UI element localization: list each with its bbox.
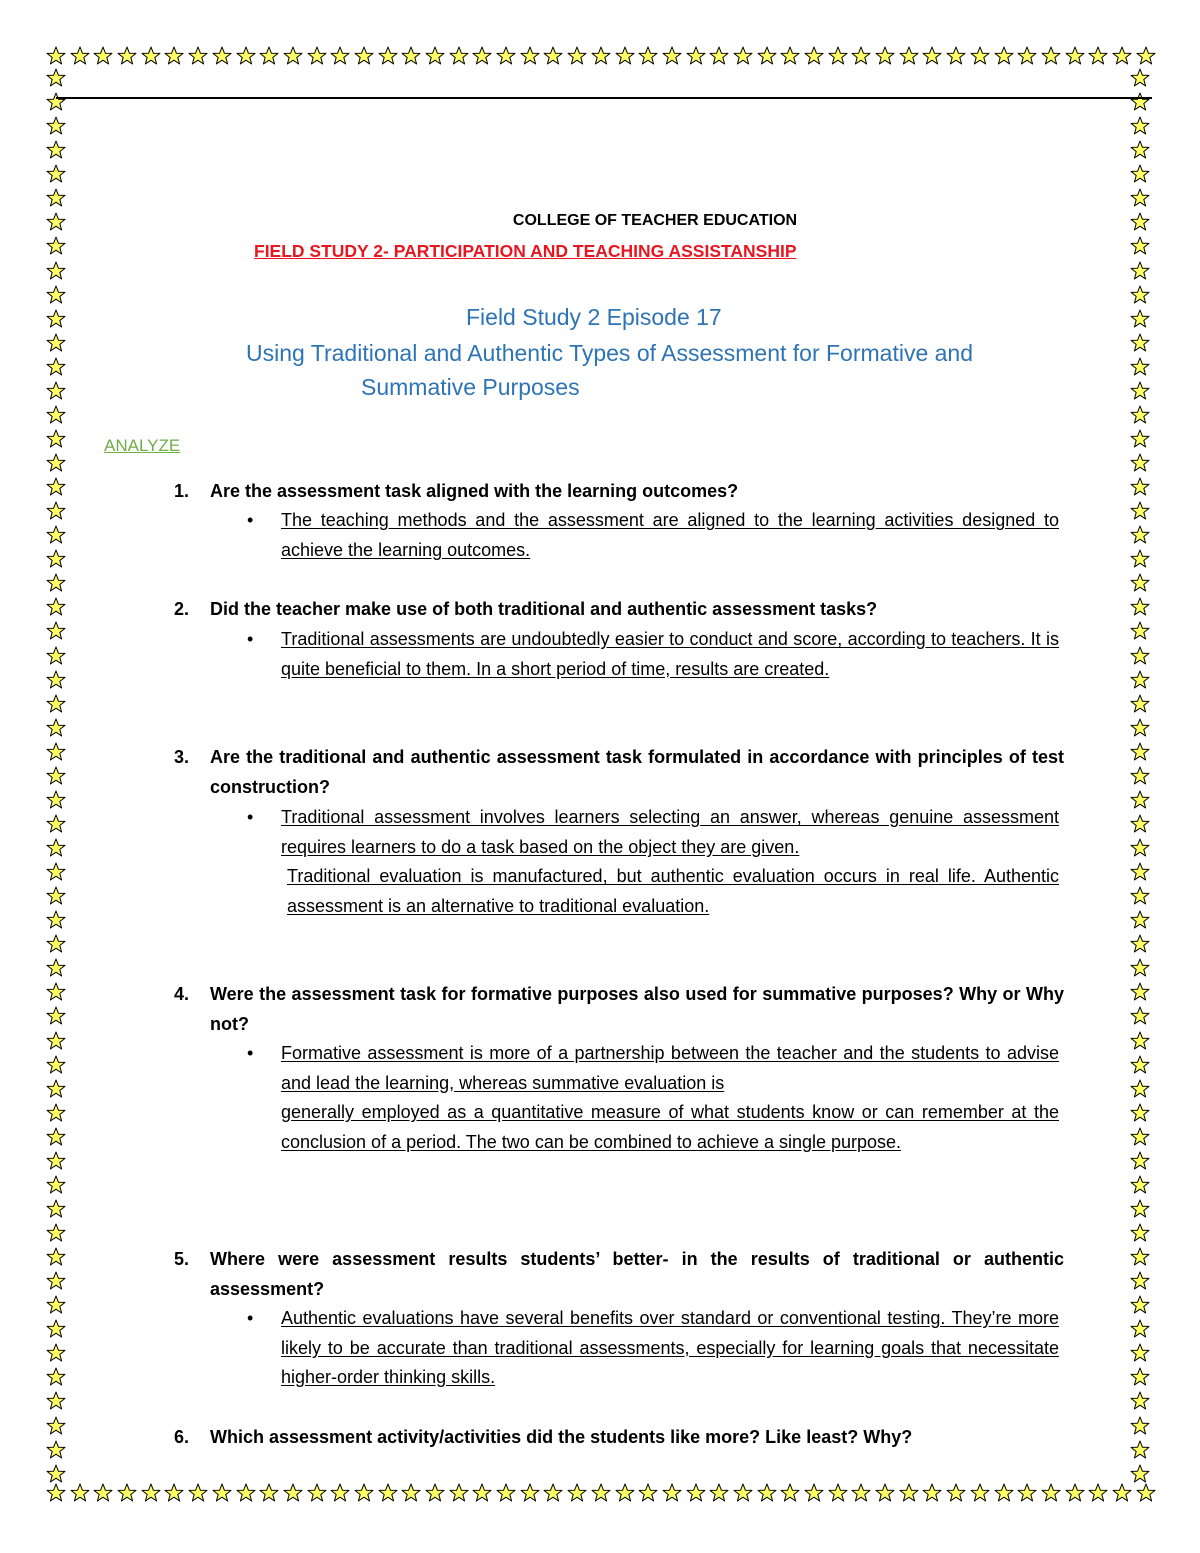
star-icon (46, 1247, 66, 1267)
star-icon (164, 1483, 184, 1503)
star-icon (354, 46, 374, 66)
star-icon (46, 1079, 66, 1099)
star-icon (1130, 1031, 1150, 1051)
star-icon (1130, 1391, 1150, 1411)
star-icon (591, 1483, 611, 1503)
star-icon (46, 1151, 66, 1171)
star-icon (662, 46, 682, 66)
star-icon (259, 46, 279, 66)
answer-paragraph: Formative assessment is more of a partnership between the teacher and the students to advise and lead the learning, whereas summative evaluation is (281, 1043, 1059, 1093)
star-icon (1130, 357, 1150, 377)
star-icon (46, 549, 66, 569)
star-icon (804, 46, 824, 66)
star-icon (1130, 790, 1150, 810)
star-icon (1130, 718, 1150, 738)
star-icon (1130, 188, 1150, 208)
star-icon (1130, 405, 1150, 425)
star-icon (425, 1483, 445, 1503)
question-number: 1. (174, 481, 190, 501)
star-icon (46, 982, 66, 1002)
star-icon (1130, 573, 1150, 593)
star-icon (1088, 1483, 1108, 1503)
star-icon (1130, 140, 1150, 160)
star-icon (46, 46, 66, 66)
star-icon (946, 46, 966, 66)
star-icon (543, 1483, 563, 1503)
star-icon (1130, 429, 1150, 449)
star-icon (46, 116, 66, 136)
star-icon (1130, 453, 1150, 473)
star-border-right (1130, 68, 1156, 1484)
star-icon (46, 694, 66, 714)
star-icon (378, 46, 398, 66)
star-icon (46, 381, 66, 401)
star-icon (1130, 1151, 1150, 1171)
episode-subtitle-line2: Summative Purposes (361, 374, 580, 400)
star-icon (1041, 1483, 1061, 1503)
star-icon (1130, 982, 1150, 1002)
star-icon (1130, 1464, 1150, 1484)
star-icon (472, 1483, 492, 1503)
star-icon (922, 46, 942, 66)
star-icon (46, 1006, 66, 1026)
star-icon (1130, 501, 1150, 521)
star-icon (46, 68, 66, 88)
question-number: 6. (174, 1427, 190, 1447)
star-icon (1112, 46, 1132, 66)
star-icon (1130, 381, 1150, 401)
star-icon (46, 910, 66, 930)
star-icon (1041, 46, 1061, 66)
star-icon (117, 46, 137, 66)
answer-paragraph: generally employed as a quantitative measure of what students know or can remember at the conclusion of a period. The two can be combined to achieve a single purpose. (281, 1102, 1059, 1152)
star-icon (1130, 525, 1150, 545)
star-icon (780, 46, 800, 66)
star-icon (401, 46, 421, 66)
star-icon (46, 1175, 66, 1195)
star-icon (851, 1483, 871, 1503)
star-icon (709, 46, 729, 66)
star-icon (615, 1483, 635, 1503)
star-icon (141, 46, 161, 66)
star-icon (117, 1483, 137, 1503)
star-icon (1130, 886, 1150, 906)
star-icon (1136, 46, 1156, 66)
star-icon (1130, 934, 1150, 954)
bullet-icon: • (247, 510, 254, 530)
star-icon (46, 1055, 66, 1075)
star-icon (449, 1483, 469, 1503)
star-icon (401, 1483, 421, 1503)
star-icon (236, 46, 256, 66)
star-icon (46, 309, 66, 329)
question-number: 5. (174, 1249, 190, 1269)
star-icon (828, 1483, 848, 1503)
star-border-top (46, 46, 1156, 72)
question-number: 4. (174, 984, 190, 1004)
star-icon (1130, 68, 1150, 88)
star-icon (46, 501, 66, 521)
star-icon (1130, 1367, 1150, 1387)
star-icon (1065, 46, 1085, 66)
star-icon (378, 1483, 398, 1503)
star-icon (46, 597, 66, 617)
star-icon (1130, 116, 1150, 136)
answer-text: The teaching methods and the assessment are aligned to the learning activities designed to achieve the learning outcomes. (281, 510, 1059, 560)
star-icon (1130, 261, 1150, 281)
star-icon (875, 46, 895, 66)
star-icon (1065, 1483, 1085, 1503)
star-icon (46, 1319, 66, 1339)
star-icon (46, 718, 66, 738)
star-icon (46, 1031, 66, 1051)
star-icon (567, 1483, 587, 1503)
star-icon (1130, 1175, 1150, 1195)
bullet-icon: • (247, 807, 254, 827)
star-icon (46, 525, 66, 545)
star-icon (757, 1483, 777, 1503)
star-icon (46, 1223, 66, 1243)
star-icon (1130, 1319, 1150, 1339)
star-icon (46, 261, 66, 281)
star-icon (46, 670, 66, 690)
star-icon (46, 862, 66, 882)
star-icon (520, 1483, 540, 1503)
star-icon (46, 405, 66, 425)
star-icon (899, 46, 919, 66)
star-icon (1130, 477, 1150, 497)
star-icon (638, 46, 658, 66)
star-icon (236, 1483, 256, 1503)
star-icon (1130, 742, 1150, 762)
star-icon (1130, 766, 1150, 786)
star-icon (46, 285, 66, 305)
star-icon (1130, 838, 1150, 858)
star-icon (46, 164, 66, 184)
star-icon (46, 646, 66, 666)
star-icon (70, 46, 90, 66)
question-text: Which assessment activity/activities did the students like more? Like least? Why? (210, 1427, 913, 1447)
star-icon (994, 1483, 1014, 1503)
star-icon (1130, 670, 1150, 690)
star-icon (46, 429, 66, 449)
star-icon (1130, 814, 1150, 834)
star-icon (591, 46, 611, 66)
star-icon (543, 46, 563, 66)
star-icon (70, 1483, 90, 1503)
star-icon (46, 333, 66, 353)
star-icon (638, 1483, 658, 1503)
star-icon (709, 1483, 729, 1503)
star-icon (46, 886, 66, 906)
star-icon (828, 46, 848, 66)
star-icon (164, 46, 184, 66)
star-icon (46, 1416, 66, 1436)
answer-paragraph: Traditional evaluation is manufactured, but authentic evaluation occurs in real life. Authentic assessment is an alternative to traditional evaluation. (287, 866, 1059, 916)
star-icon (1130, 1440, 1150, 1460)
star-icon (1130, 164, 1150, 184)
star-icon (662, 1483, 682, 1503)
star-icon (1130, 1006, 1150, 1026)
star-icon (1130, 1127, 1150, 1147)
star-icon (1130, 1199, 1150, 1219)
star-icon (188, 1483, 208, 1503)
star-icon (283, 1483, 303, 1503)
bullet-icon: • (247, 1043, 254, 1063)
star-icon (46, 1127, 66, 1147)
star-icon (1130, 1343, 1150, 1363)
star-icon (46, 1483, 66, 1503)
answer-paragraph: Traditional assessment involves learners selecting an answer, whereas genuine assessment requires learners to do a task based on the object they are given. (281, 807, 1059, 857)
star-icon (46, 766, 66, 786)
star-icon (46, 934, 66, 954)
star-icon (283, 46, 303, 66)
question-number: 3. (174, 747, 190, 767)
star-icon (425, 46, 445, 66)
star-icon (46, 1295, 66, 1315)
star-icon (46, 621, 66, 641)
star-icon (46, 742, 66, 762)
star-icon (1130, 1079, 1150, 1099)
star-icon (1130, 958, 1150, 978)
star-icon (1130, 1416, 1150, 1436)
bullet-icon: • (247, 1308, 254, 1328)
star-icon (472, 46, 492, 66)
star-icon (994, 46, 1014, 66)
field-study-title: FIELD STUDY 2- PARTICIPATION AND TEACHING ASSISTANSHIP (254, 241, 797, 261)
star-icon (567, 46, 587, 66)
star-icon (733, 46, 753, 66)
star-icon (1130, 92, 1150, 112)
star-icon (46, 1199, 66, 1219)
answer-text: Authentic evaluations have several benefits over standard or conventional testing. They’re more likely to be accurate than traditional assessments, especially for learning goals that necessitate higher-order thinking skills. (281, 1308, 1059, 1387)
star-icon (1130, 236, 1150, 256)
star-icon (1130, 1103, 1150, 1123)
question-text: Where were assessment results students’ better- in the results of traditional or authentic assessment? (210, 1249, 1064, 1299)
star-icon (1130, 333, 1150, 353)
star-icon (1136, 1483, 1156, 1503)
star-icon (1130, 1055, 1150, 1075)
star-icon (93, 46, 113, 66)
star-icon (46, 453, 66, 473)
star-icon (1112, 1483, 1132, 1503)
star-icon (93, 1483, 113, 1503)
star-icon (1130, 285, 1150, 305)
star-icon (520, 46, 540, 66)
star-icon (1088, 46, 1108, 66)
question-number: 2. (174, 599, 190, 619)
star-icon (46, 838, 66, 858)
star-icon (1130, 862, 1150, 882)
answer-text (281, 803, 1059, 921)
star-icon (686, 1483, 706, 1503)
star-icon (1130, 597, 1150, 617)
answer-text: Traditional assessments are undoubtedly easier to conduct and score, according to teachers. It is quite beneficial to them. In a short period of time, results are created. (281, 629, 1059, 679)
star-icon (141, 1483, 161, 1503)
bullet-icon: • (247, 629, 254, 649)
star-icon (46, 1464, 66, 1484)
star-icon (46, 1343, 66, 1363)
star-icon (307, 1483, 327, 1503)
star-icon (46, 573, 66, 593)
star-icon (1130, 1247, 1150, 1267)
star-icon (1130, 1223, 1150, 1243)
star-icon (496, 1483, 516, 1503)
star-icon (970, 46, 990, 66)
star-icon (804, 1483, 824, 1503)
star-icon (1130, 621, 1150, 641)
star-icon (46, 790, 66, 810)
star-icon (1017, 46, 1037, 66)
question-text: Were the assessment task for formative purposes also used for summative purposes? Why or Why not? (210, 984, 1064, 1034)
star-icon (46, 1367, 66, 1387)
star-icon (46, 188, 66, 208)
star-icon (970, 1483, 990, 1503)
episode-title: Field Study 2 Episode 17 (466, 304, 722, 330)
star-icon (46, 140, 66, 160)
star-icon (780, 1483, 800, 1503)
star-icon (851, 46, 871, 66)
episode-subtitle-line1: Using Traditional and Authentic Types of Assessment for Formative and (246, 340, 974, 366)
college-name: COLLEGE OF TEACHER EDUCATION (512, 212, 798, 229)
star-icon (686, 46, 706, 66)
star-icon (46, 958, 66, 978)
star-icon (1130, 309, 1150, 329)
star-icon (212, 46, 232, 66)
star-icon (1130, 694, 1150, 714)
star-border-left (46, 68, 72, 1484)
header-rule (56, 97, 1152, 99)
star-icon (1130, 1271, 1150, 1291)
star-icon (922, 1483, 942, 1503)
star-icon (1130, 646, 1150, 666)
star-icon (449, 46, 469, 66)
star-icon (46, 814, 66, 834)
star-icon (330, 1483, 350, 1503)
star-icon (946, 1483, 966, 1503)
star-icon (46, 1271, 66, 1291)
star-icon (46, 92, 66, 112)
star-icon (46, 1391, 66, 1411)
star-icon (46, 236, 66, 256)
answer-text (281, 1039, 1059, 1157)
star-icon (46, 477, 66, 497)
star-icon (259, 1483, 279, 1503)
star-icon (1017, 1483, 1037, 1503)
star-icon (496, 46, 516, 66)
question-text: Are the assessment task aligned with the learning outcomes? (210, 481, 739, 501)
star-border-bottom (46, 1483, 1156, 1509)
question-text: Did the teacher make use of both traditional and authentic assessment tasks? (210, 599, 878, 619)
section-label-analyze: ANALYZE (104, 436, 181, 455)
star-icon (733, 1483, 753, 1503)
star-icon (354, 1483, 374, 1503)
star-icon (1130, 549, 1150, 569)
star-icon (46, 357, 66, 377)
star-icon (188, 46, 208, 66)
star-icon (875, 1483, 895, 1503)
star-icon (1130, 910, 1150, 930)
star-icon (330, 46, 350, 66)
star-icon (899, 1483, 919, 1503)
question-text: Are the traditional and authentic assessment task formulated in accordance with principles of test construction? (210, 747, 1064, 797)
star-icon (212, 1483, 232, 1503)
star-icon (1130, 1295, 1150, 1315)
star-icon (307, 46, 327, 66)
star-icon (615, 46, 635, 66)
star-icon (46, 1440, 66, 1460)
star-icon (46, 1103, 66, 1123)
star-icon (757, 46, 777, 66)
